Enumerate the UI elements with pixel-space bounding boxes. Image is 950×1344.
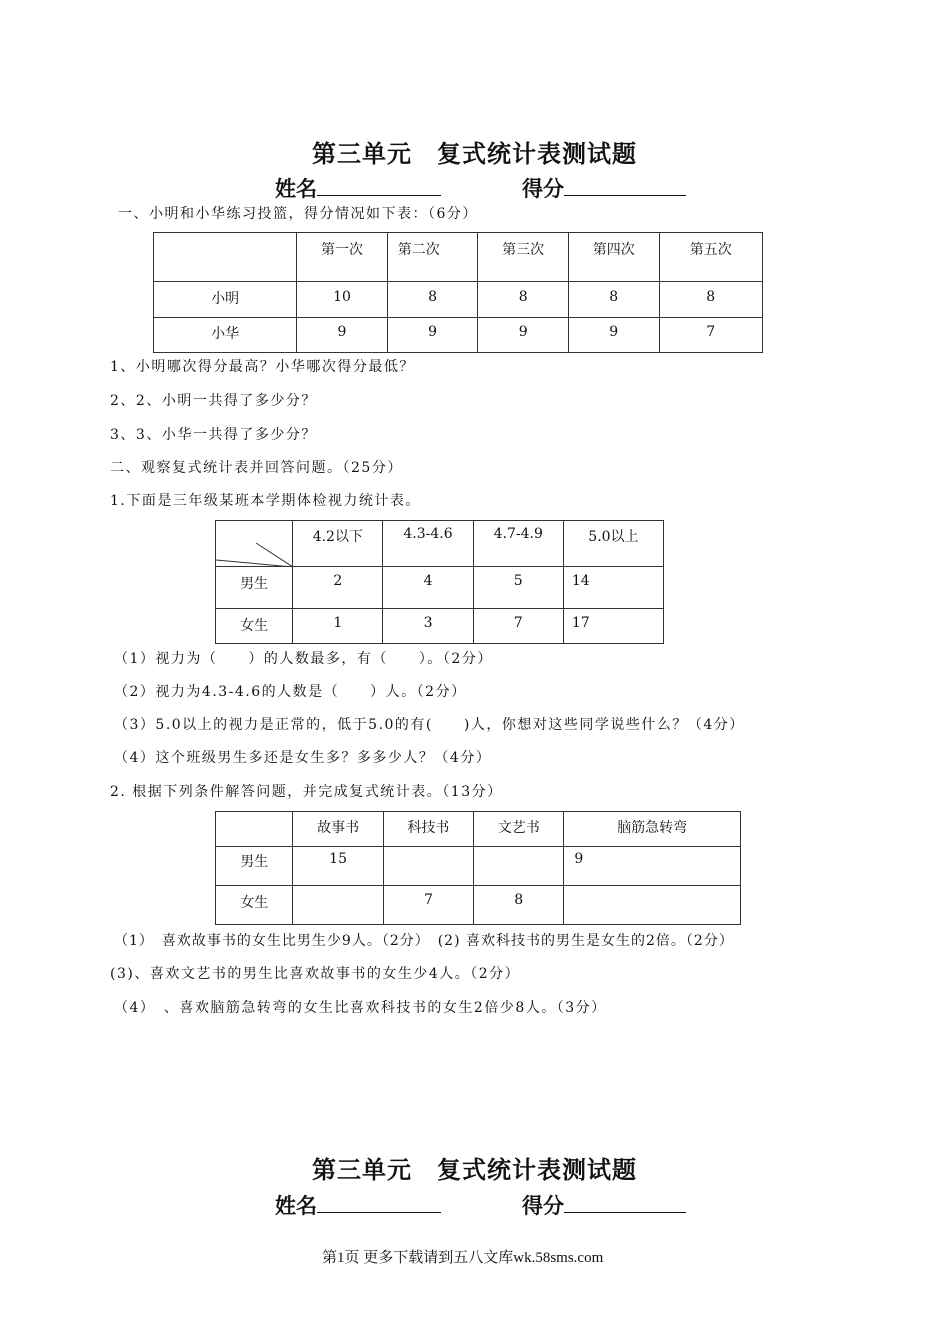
table-cell: 7 <box>659 318 763 353</box>
diagonal-header-cell <box>216 521 293 567</box>
q2-intro: 2. 根据下列条件解答问题，并完成复式统计表。（13分） <box>110 784 503 800</box>
basketball-score-table <box>153 232 763 353</box>
page-title: 第三单元 复式统计表测试题 <box>312 140 637 168</box>
score-field-repeat <box>522 1190 686 1220</box>
table-header: 科技书 <box>383 812 473 847</box>
table-cell: 10 <box>297 282 388 318</box>
q2-condition-3: （4） 、喜欢脑筋急转弯的女生比喜欢科技书的女生2倍少8人。（3分） <box>114 1000 607 1016</box>
row-label: 女生 <box>216 609 293 644</box>
table-header: 第一次 <box>297 233 388 282</box>
table-header: 文艺书 <box>474 812 564 847</box>
name-field-repeat <box>275 1190 441 1220</box>
score-field <box>522 173 686 203</box>
table-cell: 5 <box>473 567 563 609</box>
table-cell: 9 <box>568 318 659 353</box>
page-title-repeat: 第三单元 复式统计表测试题 <box>312 1156 637 1184</box>
table-corner-cell <box>216 812 293 847</box>
name-label: 姓名 <box>275 1194 317 1218</box>
table-cell: 7 <box>383 886 473 925</box>
q1-sub-2: （2）视力为4.3-4.6的人数是（ ）人。（2分） <box>114 684 467 700</box>
score-blank <box>564 1211 686 1213</box>
table-cell: 7 <box>473 609 563 644</box>
table-row <box>216 609 664 644</box>
score-label: 得分 <box>522 177 564 201</box>
q2-condition-1: （1） 喜欢故事书的女生比男生少9人。（2分） (2) 喜欢科技书的男生是女生的2倍。（2分） <box>114 933 734 949</box>
q1-sub-4: （4）这个班级男生多还是女生多？多多少人？（4分） <box>114 750 492 766</box>
table-cell: 14 <box>563 567 663 609</box>
table-row <box>154 282 763 318</box>
diagonal-lines <box>216 521 293 567</box>
question-1: 1、小明哪次得分最高？小华哪次得分最低？ <box>110 359 415 375</box>
table-row <box>154 318 763 353</box>
row-label: 女生 <box>216 886 293 925</box>
q1-sub-1: （1）视力为（ ）的人数最多，有（ ）。（2分） <box>114 651 493 667</box>
books-table <box>215 811 741 925</box>
page-footer: 第1页 更多下载请到五八文库wk.58sms.com <box>322 1250 604 1266</box>
table-cell <box>564 886 741 925</box>
table-cell: 9 <box>297 318 388 353</box>
table-cell: 8 <box>387 282 478 318</box>
q1-sub-3: （3）5.0以上的视力是正常的，低于5.0的有( )人，你想对这些同学说些什么？（4分） <box>114 717 745 733</box>
table-row <box>216 847 741 886</box>
table-cell: 1 <box>293 609 383 644</box>
table-cell: 4 <box>383 567 473 609</box>
question-2: 2、2、小明一共得了多少分？ <box>110 393 317 409</box>
table-cell: 3 <box>383 609 473 644</box>
table-cell: 15 <box>293 847 383 886</box>
name-field <box>275 173 441 203</box>
vision-table <box>215 520 664 644</box>
table-header: 第五次 <box>659 233 763 282</box>
section2-heading: 二、观察复式统计表并回答问题。（25分） <box>110 460 403 476</box>
q1-intro: 1.下面是三年级某班本学期体检视力统计表。 <box>110 493 421 509</box>
table-cell: 9 <box>478 318 569 353</box>
table-cell <box>383 847 473 886</box>
table-header: 4.3-4.6 <box>383 521 473 567</box>
table-row <box>216 567 664 609</box>
row-label: 小华 <box>154 318 297 353</box>
table-header: 故事书 <box>293 812 383 847</box>
table-cell <box>474 847 564 886</box>
section1-heading: 一、小明和小华练习投篮，得分情况如下表：（6分） <box>118 206 478 222</box>
q2-condition-2: (3)、喜欢文艺书的男生比喜欢故事书的女生少4人。（2分） <box>110 966 521 982</box>
row-label: 小明 <box>154 282 297 318</box>
table-header: 5.0以上 <box>563 521 663 567</box>
score-label: 得分 <box>522 1194 564 1218</box>
table-cell: 8 <box>568 282 659 318</box>
table-cell: 8 <box>478 282 569 318</box>
score-blank <box>564 194 686 196</box>
row-label: 男生 <box>216 567 293 609</box>
table-header: 第四次 <box>568 233 659 282</box>
table-cell: 8 <box>659 282 763 318</box>
table-header: 4.2以下 <box>293 521 383 567</box>
table-cell: 9 <box>564 847 741 886</box>
table-header: 4.7-4.9 <box>473 521 563 567</box>
name-label: 姓名 <box>275 177 317 201</box>
row-label: 男生 <box>216 847 293 886</box>
table-row <box>216 886 741 925</box>
table-header: 第三次 <box>478 233 569 282</box>
table-corner-cell <box>154 233 297 282</box>
table-header: 脑筋急转弯 <box>564 812 741 847</box>
table-cell: 9 <box>387 318 478 353</box>
table-cell: 2 <box>293 567 383 609</box>
table-header: 第二次 <box>387 233 478 282</box>
question-3: 3、3、小华一共得了多少分？ <box>110 427 317 443</box>
name-blank <box>317 194 441 196</box>
table-cell <box>293 886 383 925</box>
table-cell: 17 <box>563 609 663 644</box>
table-cell: 8 <box>474 886 564 925</box>
name-blank <box>317 1211 441 1213</box>
